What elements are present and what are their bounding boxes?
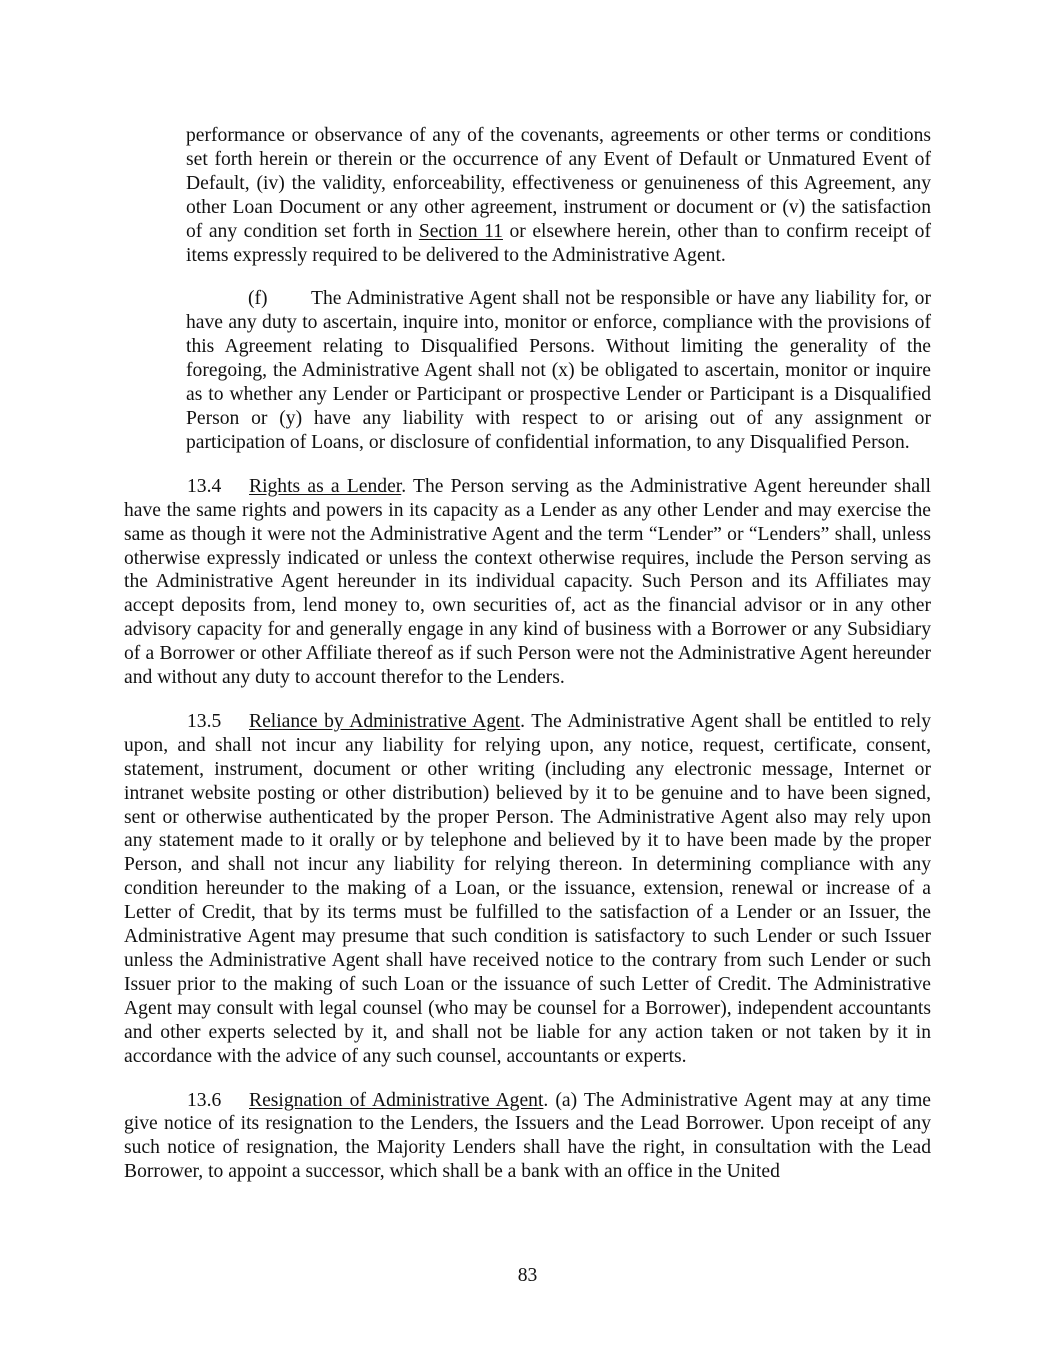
section-number: 13.4 (187, 475, 222, 497)
section-title: Rights as a Lender (249, 475, 402, 497)
paragraph-text: The Administrative Agent shall not be responsible or have any liability for, or have any duty to ascertain, inquire into, monitor or enforce, compliance with the provisions of this Agreement relating to Disqualified Persons. Without limiting the generality of the foregoing, the Administrative Agent shall not (x) be obligated to ascertain, monitor or inquire as to whether any Lender or Participant or prospective Lender or Participant is a Disqualified Person or (y) have any liability with respect to or arising out of any assignment or participation of Loans, or disclosure of confidential information, to any Disqualified Person. (186, 288, 931, 453)
section-text: . The Administrative Agent shall be entitled to rely upon, and shall not incur any liability for relying upon, any notice, request, certificate, consent, statement, instrument, document or other writing (including any electronic message, Internet or intranet website posting or other distribution) believed by it to be genuine and to have been signed, sent or otherwise authenticated by the proper Person. The Administrative Agent also may rely upon any statement made to it orally or by telephone and believed by it to have been made by the proper Person, and shall not incur any liability for relying thereon. In determining compliance with any condition hereunder to the making of a Loan, or the issuance, extension, renewal or increase of a Letter of Credit, that by its terms must be fulfilled to the satisfaction of a Lender or an Issuer, the Administrative Agent may presume that such condition is satisfactory to such Lender or such Issuer unless the Administrative Agent shall have received notice to the contrary from such Lender or such Issuer prior to the making of such Loan or the issuance of such Letter of Credit. The Administrative Agent may consult with legal counsel (who may be counsel for a Borrower), independent accountants and other experts selected by it, and shall not be liable for any action taken or not taken by it in accordance with the advice of any such counsel, accountants or experts. (124, 710, 931, 1067)
paragraph-text: or elsewhere herein, other than to confirm receipt of items expressly required to be delivered to the Administrative Agent. (186, 220, 931, 266)
page-number: 83 (517, 1265, 538, 1286)
paragraph-f (186, 287, 931, 454)
document-page (124, 124, 931, 1184)
section-13-6 (124, 1089, 931, 1185)
section-text: . (a) The Administrative Agent may at any time give notice of its resignation to the Lenders, the Issuers and the Lead Borrower. Upon receipt of any such notice of resignation, the Majority Lenders shall have the right, in consultation with the Lead Borrower, to appoint a successor, which shall be a bank with an office in the United (124, 1089, 932, 1183)
section-number: 13.5 (187, 710, 222, 732)
paragraph-e-continued (186, 124, 931, 267)
section-title: Reliance by Administrative Agent (249, 710, 521, 732)
section-number: 13.6 (187, 1089, 222, 1111)
section-text: . The Person serving as the Administrative Agent hereunder shall have the same rights and powers in its capacity as a Lender as any other Lender and may exercise the same as though it were not the Administrative Agent and the term “Lender” or “Lenders” shall, unless otherwise expressly indicated or unless the context otherwise requires, include the Person serving as the Administrative Agent hereunder in its individual capacity. Such Person and its Affiliates may accept deposits from, lend money to, own securities of, act as the financial advisor or in any other advisory capacity for and generally engage in any kind of business with a Borrower or any Subsidiary of a Borrower or other Affiliate thereof as if such Person were not the Administrative Agent hereunder and without any duty to account therefor to the Lenders. (124, 475, 932, 689)
section-13-4 (124, 475, 931, 690)
section-title: Resignation of Administrative Agent (249, 1089, 544, 1111)
section-13-5 (124, 710, 931, 1069)
paragraph-text: performance or observance of any of the covenants, agreements or other terms or conditions set forth herein or therein or the occurrence of any Event of Default or Unmatured Event of Default, (iv) the validity, enforceability, effectiveness or genuineness of this Agreement, any other Loan Document or any other agreement, instrument or document or (v) the satisfaction of any condition set forth in (186, 125, 931, 242)
clause-label: (f) (248, 288, 268, 310)
section-11-reference: Section 11 (418, 220, 503, 242)
